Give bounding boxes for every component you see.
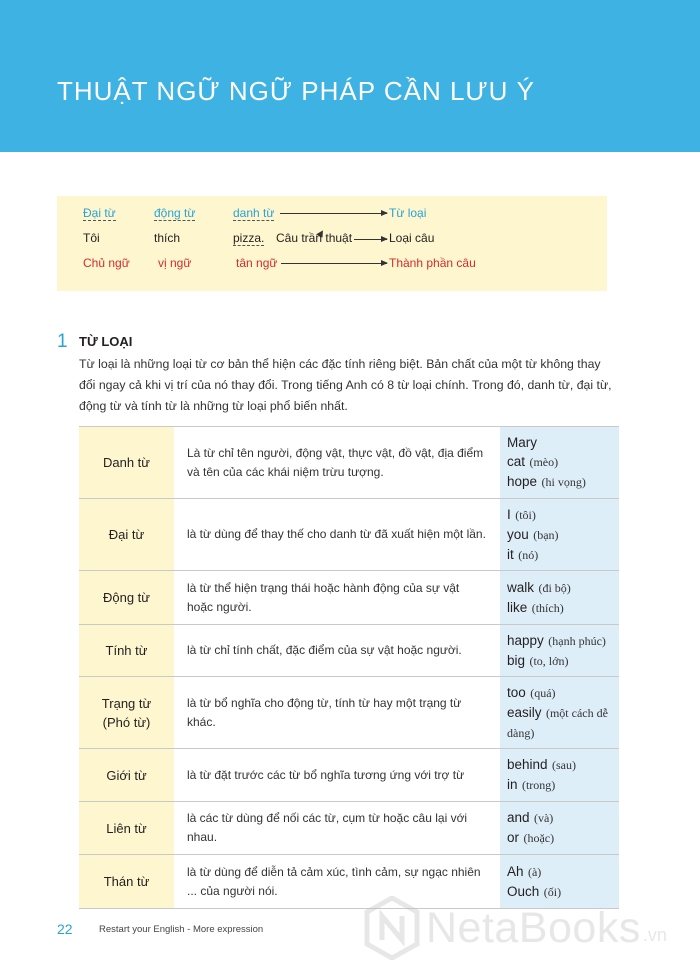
diagram-subject: Chủ ngữ xyxy=(83,256,130,270)
example: in (trong) xyxy=(507,777,556,792)
diagram-statement: Câu trần thuật xyxy=(276,231,353,245)
pos-examples xyxy=(500,802,619,855)
pos-name: Liên từ xyxy=(79,802,174,855)
table-row xyxy=(79,749,619,802)
page-number: 22 xyxy=(57,921,73,937)
pos-examples xyxy=(500,677,619,749)
pos-desc: là từ dùng để thay thế cho danh từ đã xuất hiện một lần. xyxy=(174,499,500,571)
example: cat (mèo) xyxy=(507,454,559,469)
pos-examples xyxy=(500,749,619,802)
diagram-sentence-component: Thành phần câu xyxy=(389,256,476,270)
pos-name: Tính từ xyxy=(79,625,174,677)
pos-desc: là từ dùng để diễn tả cảm xúc, tình cảm, sự ngạc nhiên ... của người nói. xyxy=(174,855,500,909)
pos-desc: là các từ dùng để nối các từ, cụm từ hoặc câu lại với nhau. xyxy=(174,802,500,855)
diagram-sentence-type: Loại câu xyxy=(389,231,435,245)
parts-of-speech-table xyxy=(79,426,619,909)
pos-desc: là từ bổ nghĩa cho động từ, tính từ hay một trạng từ khác. xyxy=(174,677,500,749)
diagram-pizza: pizza. xyxy=(233,231,265,245)
table-row xyxy=(79,499,619,571)
example: walk (đi bộ) xyxy=(507,579,571,595)
diagram-noun: danh từ xyxy=(233,206,275,220)
pos-examples xyxy=(500,571,619,625)
pos-name: Danh từ xyxy=(79,427,174,499)
section-paragraph: Từ loại là những loại từ cơ bản thể hiện các đặc tính riêng biệt. Bản chất của một từ không thay đổi ngay cả khi vị trí của nó thay đổi. Trong tiếng Anh có 8 từ loại chính. Trong đó, danh từ, đại từ, động từ và tính từ là những từ loại phổ biến nhất. xyxy=(79,357,612,413)
pos-desc: là từ chỉ tính chất, đặc điểm của sự vật hoặc người. xyxy=(174,625,500,677)
section-title: TỪ LOẠI xyxy=(79,334,133,349)
netabooks-logo-icon xyxy=(364,896,420,960)
arrow-3 xyxy=(281,263,387,264)
pos-examples xyxy=(500,427,619,499)
diagram-toi: Tôi xyxy=(83,231,100,245)
example: Ah (à) xyxy=(507,863,542,879)
pos-desc: là từ thể hiện trạng thái hoặc hành động của sự vật hoặc người. xyxy=(174,571,500,625)
example: big (to, lớn) xyxy=(507,652,569,668)
table-row xyxy=(79,677,619,749)
table-row xyxy=(79,802,619,855)
pos-examples xyxy=(500,499,619,571)
diagram-word-class: Từ loại xyxy=(389,206,427,220)
arrow-1 xyxy=(280,213,387,214)
diagram-predicate: vị ngữ xyxy=(158,256,192,270)
pos-name: Động từ xyxy=(79,571,174,625)
pos-examples xyxy=(500,625,619,677)
watermark xyxy=(364,896,667,960)
example: Ouch (ối) xyxy=(507,883,562,899)
watermark-brand: NetaBooks xyxy=(426,903,641,952)
terminology-diagram xyxy=(57,196,607,291)
table-row xyxy=(79,427,619,499)
pos-name: Thán từ xyxy=(79,855,174,909)
book-title-footer: Restart your English - More expression xyxy=(99,924,264,935)
page-title: THUẬT NGỮ NGỮ PHÁP CẦN LƯU Ý xyxy=(57,76,535,106)
example: it (nó) xyxy=(507,546,539,562)
pos-desc: Là từ chỉ tên người, động vật, thực vật, đồ vật, địa điểm và tên của các khái niệm trừu tượng. xyxy=(174,427,500,499)
example: hope (hi vọng) xyxy=(507,474,586,489)
example: happy (hạnh phúc) xyxy=(507,632,606,648)
diagram-object: tân ngữ xyxy=(236,256,278,270)
example: or (hoặc) xyxy=(507,830,555,845)
diagram-verb: động từ xyxy=(154,206,196,220)
diagram-pronoun: Đại từ xyxy=(83,206,116,220)
example: I (tôi) xyxy=(507,506,536,522)
example: like (thích) xyxy=(507,599,564,615)
pos-name: Đại từ xyxy=(79,499,174,571)
table-row xyxy=(79,571,619,625)
section-number: 1 xyxy=(57,331,68,352)
example: you (bạn) xyxy=(507,526,559,542)
example: easily (một cách dễ dàng) xyxy=(507,704,608,740)
example: behind (sau) xyxy=(507,757,576,772)
example: and (và) xyxy=(507,810,554,825)
header-banner xyxy=(0,0,700,152)
watermark-suffix: .vn xyxy=(642,924,667,945)
pos-name: Trạng từ (Phó từ) xyxy=(79,677,174,749)
example: too (quá) xyxy=(507,684,556,700)
example: Mary xyxy=(507,435,537,450)
diagram-thich: thích xyxy=(154,231,181,245)
pos-desc: là từ đặt trước các từ bổ nghĩa tương ứng với trợ từ xyxy=(174,749,500,802)
arrow-2 xyxy=(354,239,387,240)
pos-name: Giới từ xyxy=(79,749,174,802)
table-row xyxy=(79,625,619,677)
